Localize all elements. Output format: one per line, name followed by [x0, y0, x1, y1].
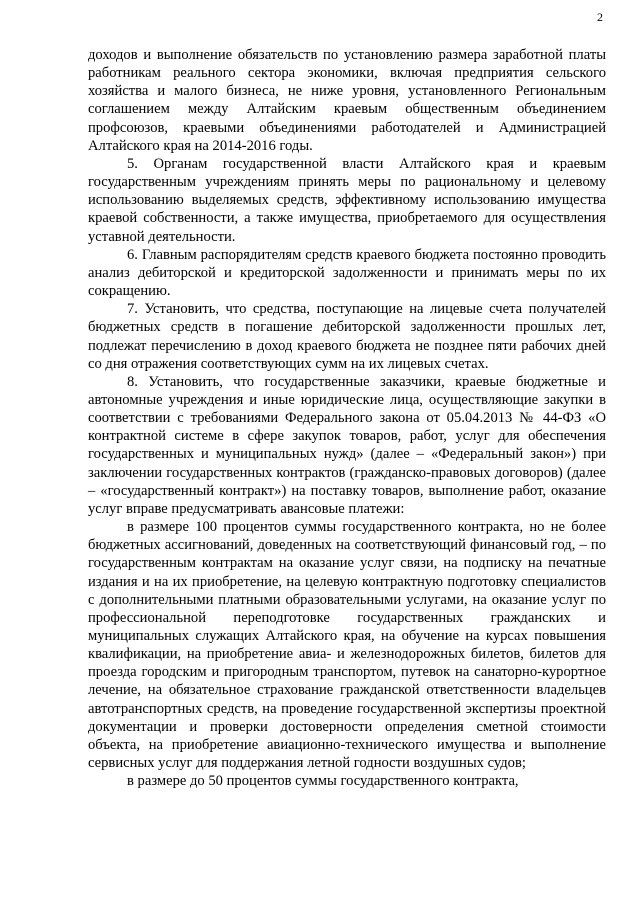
document-body — [88, 46, 606, 790]
paragraph-item-8: 8. Установить, что государственные заказчики, краевые бюджетные и автономные учреждения и иные юридические лица, осуществляющие закупки в соответствии с требованиями Федерального закона от 05.04.2013 № 44-ФЗ «О контрактной системе в сфере закупок товаров, работ, услуг для обеспечения государственных и муниципальных нужд» (далее – «Федеральный закон») при заключении государственных контрактов (гражданско-правовых договоров) (далее – «государственный контракт») на поставку товаров, выполнение работ, оказание услуг вправе предусматривать авансовые платежи: — [88, 373, 606, 517]
page-number: 2 — [597, 10, 603, 24]
paragraph-item-6: 6. Главным распорядителям средств краевого бюджета постоянно проводить анализ дебиторской и кредиторской задолженности и принимать меры по их сокращению. — [88, 246, 606, 300]
paragraph-advance-50: в размере до 50 процентов суммы государственного контракта, — [127, 773, 519, 790]
paragraph-continuation: доходов и выполнение обязательств по установлению размера заработной платы работникам реального сектора экономики, включая предприятия сельского хозяйства и малого бизнеса, не ниже уровня, установленного Региональным соглашением между Алтайским краевым общественным объединением профсоюзов, краевыми объединениями работодателей и Администрацией Алтайского края на 2014-2016 годы. — [88, 47, 606, 154]
paragraph-item-5: 5. Органам государственной власти Алтайского края и краевым государственным учреждениям принять меры по рациональному и целевому использованию выделяемых средств, эффективному использованию имущества краевой собственности, а также имущества, приобретаемого для осуществления уставной деятельности. — [88, 155, 606, 245]
paragraph-advance-100: в размере 100 процентов суммы государственного контракта, но не более бюджетных ассигнований, доведенных на соответствующий финансовый год, – по государственным контрактам на оказание услуг связи, на подписку на печатные издания и на их приобретение, на целевую контрактную подготовку специалистов с дополнительными платными образовательными услугами, на оказание услуг по профессиональной переподготовке государственных гражданских и муниципальных служащих Алтайского края, на обучение на курсах повышения квалификации, на приобретение авиа- и железнодорожных билетов, билетов для проезда городским и пригородным транспортом, путевок на санаторно-курортное лечение, на обязательное страхование гражданской ответственности владельцев автотранспортных средств, на проведение государственной экспертизы проектной документации и проверки достоверности определения сметной стоимости объекта, на приобретение авиационно-технического имущества и выполнение сервисных услуг для поддержания летной годности воздушных судов; — [88, 519, 606, 772]
paragraph-item-7: 7. Установить, что средства, поступающие на лицевые счета получателей бюджетных средств в погашение дебиторской задолженности прошлых лет, подлежат перечислению в доход краевого бюджета не позднее пяти рабочих дней со дня отражения соответствующих сумм на их лицевых счетах. — [88, 301, 606, 372]
